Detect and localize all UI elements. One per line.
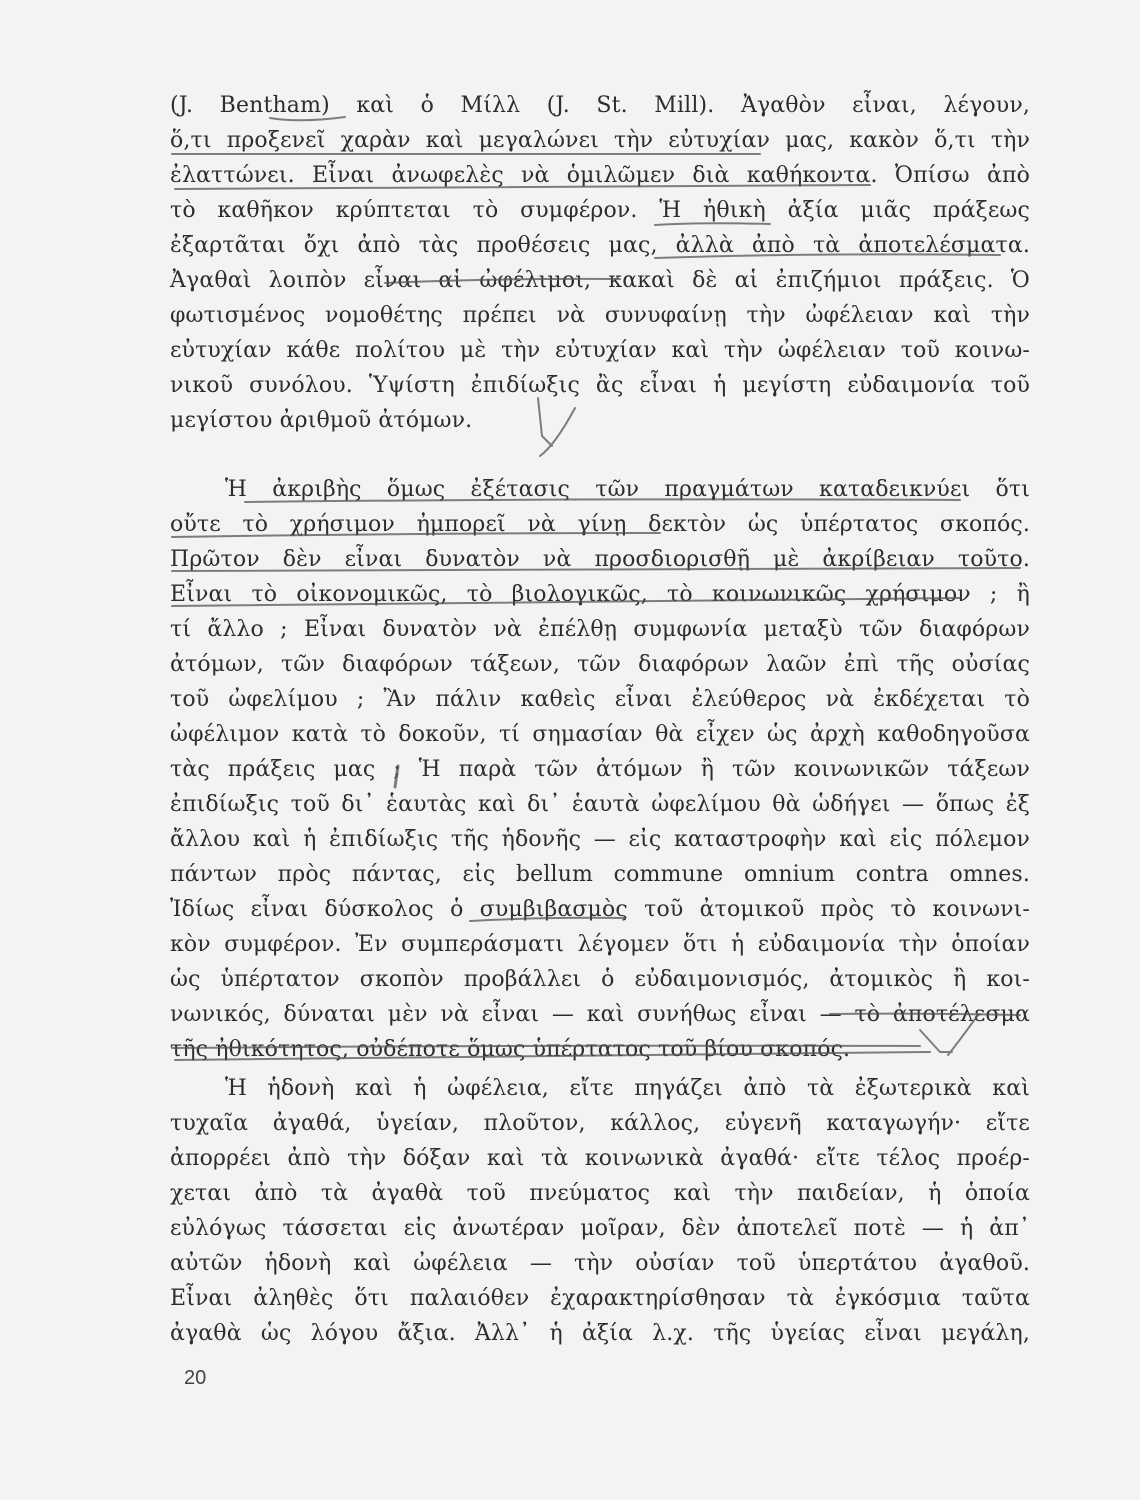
text-line: εὐλόγως τάσσεται εἰς ἀνωτέραν μοῖραν, δὲν ἀποτελεῖ ποτὲ — ἡ ἀπ᾽ — [170, 1216, 1030, 1241]
text-line: τυχαῖα ἀγαθά, ὑγείαν, πλοῦτον, κάλλος, εὐγενῆ καταγωγήν· εἴτε — [170, 1111, 1030, 1136]
text-line: ὅ,τι προξενεῖ χαρὰν καὶ μεγαλώνει τὴν εὐτυχίαν μας, κακὸν ὅ,τι τὴν — [170, 128, 1030, 153]
text-line: ἐπιδίωξις τοῦ δι᾽ ἑαυτὰς καὶ δι᾽ ἑαυτὰ ὠφελίμου θὰ ὡδήγει — ὅπως ἐξ — [170, 792, 1030, 817]
text-line: νωνικός, δύναται μὲν νὰ εἶναι — καὶ συνήθως εἶναι — τὸ ἀποτέλεσμα — [170, 1002, 1030, 1027]
text-line: τῆς ἠθικότητος, οὐδέποτε ὅμως ὑπέρτατος τοῦ βίου σκοπός. — [170, 1037, 851, 1062]
text-line: φωτισμένος νομοθέτης πρέπει νὰ συνυφαίνῃ τὴν ὠφέλειαν καὶ τὴν — [170, 303, 1030, 328]
text-line: ἀτόμων, τῶν διαφόρων τάξεων, τῶν διαφόρων λαῶν ἐπὶ τῆς οὐσίας — [170, 652, 1030, 677]
text-line: νικοῦ συνόλου. Ὑψίστη ἐπιδίωξις ἂς εἶναι ἡ μεγίστη εὐδαιμονία τοῦ — [170, 373, 1030, 398]
text-line: Εἶναι τὸ οἰκονομικῶς, τὸ βιολογικῶς, τὸ κοινωνικῶς χρήσιμον ; ἢ — [170, 582, 1030, 607]
text-line: Ἡ ἀκριβὴς ὅμως ἐξέτασις τῶν πραγμάτων καταδεικνύει ὅτι — [225, 477, 1030, 502]
text-line: κὸν συμφέρον. Ἐν συμπεράσματι λέγομεν ὅτι ἡ εὐδαιμονία τὴν ὁποίαν — [170, 932, 1030, 957]
page-number: 20 — [184, 1367, 207, 1389]
text-line: ἐλαττώνει. Εἶναι ἀνωφελὲς νὰ ὁμιλῶμεν διὰ καθήκοντα. Ὀπίσω ἀπὸ — [170, 163, 1030, 188]
text-line: Πρῶτον δὲν εἶναι δυνατὸν νὰ προσδιορισθῇ μὲ ἀκρίβειαν τοῦτο. — [170, 547, 1030, 572]
text-line: Εἶναι ἀληθὲς ὅτι παλαιόθεν ἐχαρακτηρίσθησαν τὰ ἐγκόσμια ταῦτα — [170, 1286, 1030, 1311]
text-line: εὐτυχίαν κάθε πολίτου μὲ τὴν εὐτυχίαν καὶ τὴν ὠφέλειαν τοῦ κοινω- — [170, 338, 1030, 363]
text-line: τὸ καθῆκον κρύπτεται τὸ συμφέρον. Ἡ ἠθικὴ ἀξία μιᾶς πράξεως — [170, 198, 1030, 223]
text-line: ἄλλου καὶ ἡ ἐπιδίωξις τῆς ἡδονῆς — εἰς καταστροφὴν καὶ εἰς πόλεμον — [170, 827, 1030, 852]
text-line: Ἡ ἡδονὴ καὶ ἡ ὠφέλεια, εἴτε πηγάζει ἀπὸ τὰ ἐξωτερικὰ καὶ — [225, 1076, 1030, 1101]
text-line: οὔτε τὸ χρήσιμον ἠμπορεῖ νὰ γίνῃ δεκτὸν ὡς ὑπέρτατος σκοπός. — [170, 512, 1030, 537]
text-line: αὐτῶν ἡδονὴ καὶ ὠφέλεια — τὴν οὐσίαν τοῦ ὑπερτάτου ἀγαθοῦ. — [170, 1251, 1030, 1276]
text-line: (J. Bentham) καὶ ὁ Μίλλ (J. St. Mill). Ἀγαθὸν εἶναι, λέγουν, — [170, 93, 1030, 118]
text-line: πάντων πρὸς πάντας, εἰς bellum commune omnium contra omnes. — [170, 862, 1030, 887]
text-line: ἀγαθὰ ὡς λόγου ἄξια. Ἀλλ᾽ ἡ ἀξία λ.χ. τῆς ὑγείας εἶναι μεγάλη, — [170, 1321, 1030, 1346]
text-line: Ἰδίως εἶναι δύσκολος ὁ συμβιβασμὸς τοῦ ἀτομικοῦ πρὸς τὸ κοινωνι- — [170, 897, 1030, 922]
text-line: τί ἄλλο ; Εἶναι δυνατὸν νὰ ἐπέλθῃ συμφωνία μεταξὺ τῶν διαφόρων — [170, 617, 1030, 642]
text-line: ἀπορρέει ἀπὸ τὴν δόξαν καὶ τὰ κοινωνικὰ ἀγαθά· εἴτε τέλος προέρ- — [170, 1146, 1030, 1171]
text-line: Ἀγαθαὶ λοιπὸν εἶναι αἱ ὠφέλιμοι, κακαὶ δὲ αἱ ἐπιζήμιοι πράξεις. Ὁ — [170, 268, 1030, 293]
text-line: ὡς ὑπέρτατον σκοπὸν προβάλλει ὁ εὐδαιμονισμός, ἀτομικὸς ἢ κοι- — [170, 967, 1030, 992]
text-line: ἐξαρτᾶται ὄχι ἀπὸ τὰς προθέσεις μας, ἀλλὰ ἀπὸ τὰ ἀποτελέσματα. — [170, 233, 1030, 258]
text-line: τοῦ ὠφελίμου ; Ἂν πάλιν καθεὶς εἶναι ἐλεύθερος νὰ ἐκδέχεται τὸ — [170, 687, 1030, 712]
text-line: μεγίστου ἀριθμοῦ ἀτόμων. — [170, 408, 473, 433]
text-line: τὰς πράξεις μας ; Ἡ παρὰ τῶν ἀτόμων ἢ τῶν κοινωνικῶν τάξεων — [170, 757, 1030, 782]
text-line: ὠφέλιμον κατὰ τὸ δοκοῦν, τί σημασίαν θὰ εἶχεν ὡς ἀρχὴ καθοδηγοῦσα — [170, 722, 1030, 747]
text-line: χεται ἀπὸ τὰ ἀγαθὰ τοῦ πνεύματος καὶ τὴν παιδείαν, ἡ ὁποία — [170, 1181, 1030, 1206]
